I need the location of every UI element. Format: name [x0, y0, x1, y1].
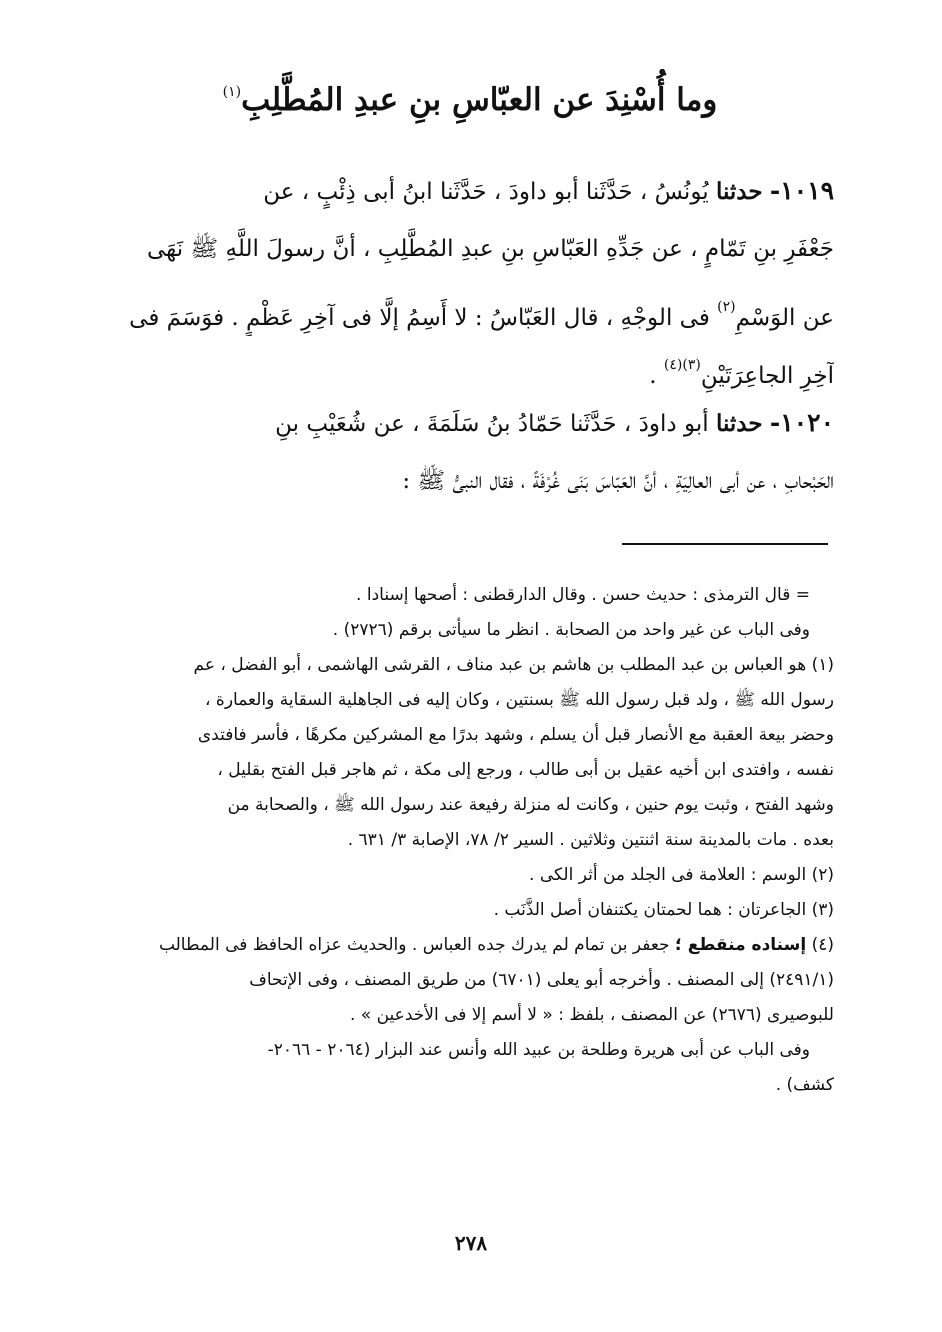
footnote-4-line: كشف) . [775, 1075, 834, 1095]
footnote-text: جعفر بن تمام لم يدرك جده العباس . والحديث عزاه الحافظ فى المطالب [158, 935, 670, 955]
footnotes [112, 578, 834, 1103]
footnote-2: (٢) الوسم : العلامة فى الجلد من أثر الكى . [529, 865, 834, 885]
footnote-1-line: نفسه ، وافتدى ابن أخيه عقيل بن أبى طالب ، ورجع إلى مكة ، ثم هاجر قبل الفتح بقليل ، [217, 760, 834, 780]
hadith-lead-word: حدثنا [715, 178, 763, 205]
footnote-1-line: بعده . مات بالمدينة سنة اثنتين وثلاثين . السير ٢/ ٧٨، الإصابة ٣/ ٦٣١ . [347, 830, 834, 850]
hadith-text: أبو داودَ ، حَدَّثَنا حَمّادُ بنُ سَلَمَةَ ، عن شُعَيْبِ بنِ [275, 411, 709, 437]
hadith-text: يُونُسُ ، حَدَّثَنا أبو داودَ ، حَدَّثَنا ابنُ أبى ذِئْبٍ ، عن [263, 179, 709, 205]
footnote-ref-1: (١) [222, 84, 242, 100]
footnote-4-verdict: إسناده منقطع ؛ [675, 935, 807, 955]
hadith-text: الحَبْحابِ ، عن أبى العالِيَةِ ، أنَّ العَبّاسَ بَنَى غُرْفَةً ، فقال النبىُّ ﷺ : [402, 468, 834, 494]
hadith-line [116, 452, 834, 510]
footnote-1-line: رسول الله ﷺ ، ولد قبل رسول الله ﷺ بسنتين ، وكان إليه فى الجاهلية السقاية والعمارة ، [205, 690, 834, 710]
hadith-line [116, 336, 834, 394]
hadith-text: آخِرِ الجاعِرَتَيْنِ [700, 363, 834, 389]
footnote-4-line [112, 928, 834, 963]
hadith-text: . [649, 363, 657, 389]
hadith-1020 [116, 394, 834, 510]
chapter-title: وما أُسْنِدَ عن العبّاسِ بنِ عبدِ المُطَّلِبِ [241, 82, 718, 118]
hadith-text: عن الوَسْمِ [735, 305, 834, 331]
hadith-line [116, 220, 834, 278]
hadith-1019 [116, 162, 834, 394]
footnote-1-line: وحضر بيعة العقبة مع الأنصار قبل أن يسلم ، وشهد بدرًا مع المشركين مكرهًا ، فأسر فافتدى [197, 725, 834, 745]
chapter-heading [150, 62, 790, 130]
hadith-number: ١٠٢٠- [769, 408, 834, 437]
footnote-separator [622, 543, 828, 545]
hadith-text: فى الوجْهِ ، قال العَبّاسُ : لا أَسِمُ إلَّا فى آخِرِ عَظْمٍ . فوَسَمَ فى [129, 305, 710, 331]
footnote-4-line: (٢٤٩١/١) إلى المصنف . وأخرجه أبو يعلى (٦٧٠١) من طريق المصنف ، وفى الإتحاف [249, 970, 834, 990]
footnote-4-number: (٤) [811, 935, 834, 955]
footnote-ref-3-4: (٣)(٤) [663, 357, 701, 373]
footnote-4-line: للبوصيرى (٢٦٧٦) عن المصنف ، بلفظ : « لا أسم إلا فى الأخدعين » . [350, 1005, 834, 1025]
footnote-line: = قال الترمذى : حديث حسن . وقال الدارقطنى : أصحها إسنادا . [356, 585, 810, 605]
hadith-text: جَعْفَرِ بنِ تَمّامٍ ، عن جَدِّهِ العَبّاسِ بنِ عبدِ المُطَّلِبِ ، أنَّ رسولَ اللَّهِ ﷺ نَهَى [146, 236, 834, 262]
hadith-line [116, 278, 834, 336]
hadith-lead-word: حدثنا [715, 410, 763, 437]
footnote-1-line: (١) هو العباس بن عبد المطلب بن هاشم بن عبد مناف ، القرشى الهاشمى ، أبو الفضل ، عم [193, 655, 834, 675]
footnote-line: وفى الباب عن غير واحد من الصحابة . انظر ما سيأتى برقم (٢٧٢٦) . [332, 620, 810, 640]
page-number: ٢٧٨ [454, 1231, 488, 1255]
footnote-3: (٣) الجاعرتان : هما لحمتان يكتنفان أصل الذَّنَب . [493, 900, 834, 920]
footnote-ref-2: (٢) [717, 299, 736, 315]
hadith-number: ١٠١٩- [769, 176, 834, 205]
hadith-line [116, 162, 834, 220]
footnote-1-line: وشهد الفتح ، وثبت يوم حنين ، وكانت له منزلة رفيعة عند رسول الله ﷺ ، والصحابة من [227, 795, 834, 815]
hadith-line [116, 394, 834, 452]
footnote-4-line: وفى الباب عن أبى هريرة وطلحة بن عبيد الله وأنس عند البزار (٢٠٦٤ - ٢٠٦٦- [267, 1040, 810, 1060]
